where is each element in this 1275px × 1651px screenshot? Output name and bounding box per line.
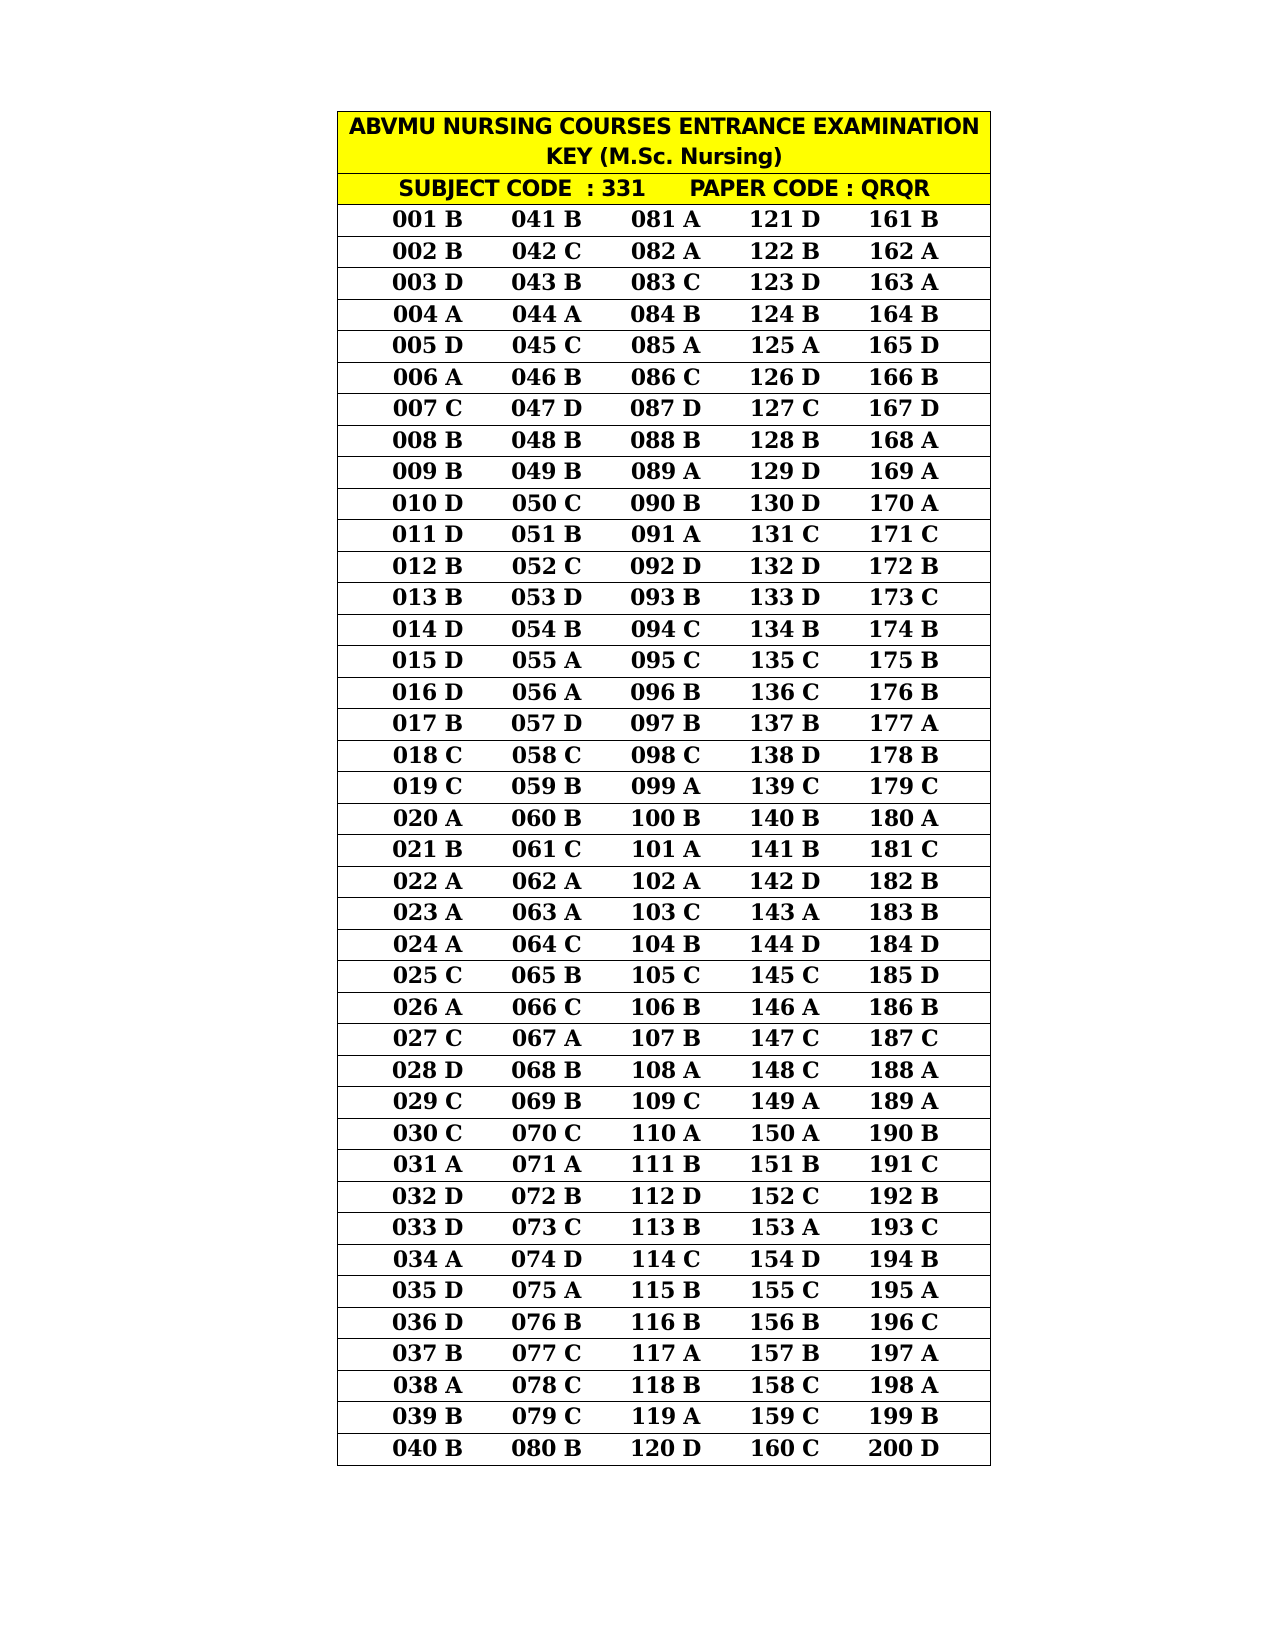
- answer-cell: 012 B: [392, 553, 463, 580]
- table-row: [338, 993, 990, 1025]
- answer-cell: 104 B: [630, 931, 701, 958]
- answer-cell: 088 B: [630, 427, 701, 454]
- answer-cell: 153 A: [749, 1215, 820, 1242]
- answer-cell: 009 B: [392, 459, 463, 486]
- answer-cell: 183 B: [868, 900, 939, 927]
- answer-cell: 197 A: [868, 1341, 939, 1368]
- answer-cell: 075 A: [511, 1278, 582, 1305]
- answer-cell: 090 B: [630, 490, 701, 517]
- answer-cell: 187 C: [868, 1026, 939, 1053]
- answer-cell: 094 C: [630, 616, 701, 643]
- table-row: [338, 583, 990, 615]
- answer-cell: 175 B: [868, 648, 939, 675]
- answer-cell: 050 C: [511, 490, 582, 517]
- answer-cell: 015 D: [391, 648, 464, 675]
- title-line-2: KEY (M.Sc. Nursing): [545, 144, 783, 170]
- answer-cell: 070 C: [511, 1120, 582, 1147]
- answer-cell: 129 D: [748, 459, 821, 486]
- answer-cell: 160 C: [749, 1436, 820, 1463]
- answer-cell: 192 B: [868, 1183, 939, 1210]
- answer-cell: 152 C: [749, 1183, 820, 1210]
- answer-cell: 158 C: [749, 1372, 820, 1399]
- answer-cell: 100 B: [630, 805, 701, 832]
- answer-cell: 136 C: [749, 679, 820, 706]
- table-row: [338, 1308, 990, 1340]
- table-row: [338, 709, 990, 741]
- answer-cell: 014 D: [391, 616, 464, 643]
- answer-cell: 137 B: [749, 711, 820, 738]
- answer-cell: 130 D: [748, 490, 821, 517]
- answer-cell: 165 D: [867, 333, 940, 360]
- answer-cell: 068 B: [511, 1057, 582, 1084]
- answer-cell: 155 C: [749, 1278, 820, 1305]
- table-row: [338, 898, 990, 930]
- table-row: [338, 457, 990, 489]
- answer-cell: 147 C: [749, 1026, 820, 1053]
- answer-cell: 148 C: [749, 1057, 820, 1084]
- answer-cell: 002 B: [392, 238, 463, 265]
- answer-cell: 098 C: [630, 742, 701, 769]
- answer-cell: 046 B: [511, 364, 582, 391]
- answer-cell: 145 C: [749, 963, 820, 990]
- answer-cell: 001 B: [392, 207, 463, 234]
- answer-cell: 190 B: [868, 1120, 939, 1147]
- answer-cell: 193 C: [868, 1215, 939, 1242]
- answer-cell: 182 B: [868, 868, 939, 895]
- answer-cell: 196 C: [868, 1309, 939, 1336]
- answer-cell: 027 C: [392, 1026, 463, 1053]
- answer-cell: 084 B: [630, 301, 701, 328]
- answer-cell: 154 D: [748, 1246, 821, 1273]
- table-row: [338, 615, 990, 647]
- answer-cell: 036 D: [391, 1309, 464, 1336]
- answer-cell: 010 D: [391, 490, 464, 517]
- answer-cell: 060 B: [511, 805, 582, 832]
- answer-cell: 066 C: [511, 994, 582, 1021]
- answer-cell: 115 B: [630, 1278, 701, 1305]
- answer-cell: 035 D: [391, 1278, 464, 1305]
- answer-cell: 143 A: [749, 900, 820, 927]
- answer-cell: 120 D: [629, 1436, 702, 1463]
- answer-cell: 162 A: [868, 238, 939, 265]
- answer-cell: 163 A: [868, 270, 939, 297]
- answer-cell: 107 B: [630, 1026, 701, 1053]
- table-row: [338, 520, 990, 552]
- answer-cell: 051 B: [511, 522, 582, 549]
- answer-cell: 003 D: [391, 270, 464, 297]
- answer-cell: 076 B: [511, 1309, 582, 1336]
- answer-cell: 077 C: [511, 1341, 582, 1368]
- answer-cell: 096 B: [630, 679, 701, 706]
- table-row: [338, 961, 990, 993]
- answer-cell: 073 C: [511, 1215, 582, 1242]
- answer-cell: 074 D: [510, 1246, 583, 1273]
- table-row: [338, 1087, 990, 1119]
- answer-cell: 029 C: [392, 1089, 463, 1116]
- answer-cell: 085 A: [630, 333, 701, 360]
- table-row: [338, 394, 990, 426]
- table-row: [338, 1119, 990, 1151]
- answer-cell: 174 B: [868, 616, 939, 643]
- answer-cell: 045 C: [511, 333, 582, 360]
- answer-cell: 157 B: [749, 1341, 820, 1368]
- answer-cell: 008 B: [392, 427, 463, 454]
- answer-cell: 195 A: [868, 1278, 939, 1305]
- answer-cell: 079 C: [511, 1404, 582, 1431]
- answer-cell: 171 C: [868, 522, 939, 549]
- answer-cell: 116 B: [630, 1309, 701, 1336]
- title-line-1: ABVMU NURSING COURSES ENTRANCE EXAMINATION: [348, 114, 980, 140]
- answer-cell: 170 A: [868, 490, 939, 517]
- answer-cell: 044 A: [511, 301, 582, 328]
- answer-cell: 005 D: [391, 333, 464, 360]
- answer-cell: 062 A: [511, 868, 582, 895]
- code-row: [338, 174, 990, 205]
- table-row: [338, 237, 990, 269]
- answer-cell: 133 D: [748, 585, 821, 612]
- answer-cell: 039 B: [392, 1404, 463, 1431]
- answer-cell: 058 C: [511, 742, 582, 769]
- answer-cell: 031 A: [392, 1152, 463, 1179]
- answer-cell: 028 D: [391, 1057, 464, 1084]
- answer-cell: 144 D: [748, 931, 821, 958]
- answer-cell: 128 B: [749, 427, 820, 454]
- table-row: [338, 426, 990, 458]
- answer-cell: 106 B: [630, 994, 701, 1021]
- table-row: [338, 1213, 990, 1245]
- answer-cell: 156 B: [749, 1309, 820, 1336]
- answer-cell: 172 B: [868, 553, 939, 580]
- answer-cell: 089 A: [630, 459, 701, 486]
- table-row: [338, 741, 990, 773]
- answer-cell: 113 B: [630, 1215, 701, 1242]
- answer-cell: 087 D: [629, 396, 702, 423]
- answer-cell: 180 A: [868, 805, 939, 832]
- table-row: [338, 772, 990, 804]
- answer-cell: 151 B: [749, 1152, 820, 1179]
- answer-cell: 013 B: [392, 585, 463, 612]
- answer-cell: 159 C: [749, 1404, 820, 1431]
- table-row: [338, 331, 990, 363]
- answer-cell: 169 A: [868, 459, 939, 486]
- answer-cell: 032 D: [391, 1183, 464, 1210]
- answer-cell: 161 B: [868, 207, 939, 234]
- table-row: [338, 646, 990, 678]
- answer-cell: 168 A: [868, 427, 939, 454]
- answer-cell: 080 B: [511, 1436, 582, 1463]
- answer-cell: 053 D: [510, 585, 583, 612]
- table-row: [338, 1182, 990, 1214]
- answer-cell: 041 B: [511, 207, 582, 234]
- answer-cell: 083 C: [630, 270, 701, 297]
- answer-cell: 056 A: [511, 679, 582, 706]
- answer-cell: 135 C: [749, 648, 820, 675]
- answer-cell: 140 B: [749, 805, 820, 832]
- answer-cell: 017 B: [392, 711, 463, 738]
- answer-cell: 048 B: [511, 427, 582, 454]
- answer-cell: 126 D: [748, 364, 821, 391]
- answer-cell: 095 C: [630, 648, 701, 675]
- answer-cell: 022 A: [392, 868, 463, 895]
- answer-cell: 111 B: [630, 1152, 701, 1179]
- answer-cell: 071 A: [511, 1152, 582, 1179]
- table-row: [338, 489, 990, 521]
- answer-cell: 091 A: [630, 522, 701, 549]
- answer-cell: 055 A: [511, 648, 582, 675]
- answer-cell: 061 C: [511, 837, 582, 864]
- answer-cell: 164 B: [868, 301, 939, 328]
- answer-cell: 188 A: [868, 1057, 939, 1084]
- answer-cell: 121 D: [748, 207, 821, 234]
- table-row: [338, 268, 990, 300]
- answer-cell: 150 A: [749, 1120, 820, 1147]
- answer-cell: 125 A: [749, 333, 820, 360]
- answer-cell: 123 D: [748, 270, 821, 297]
- answer-cell: 065 B: [511, 963, 582, 990]
- table-title: [338, 112, 990, 174]
- answer-cell: 112 D: [629, 1183, 702, 1210]
- answer-key-table: [337, 111, 991, 1466]
- answer-cell: 040 B: [392, 1436, 463, 1463]
- answer-cell: 105 C: [630, 963, 701, 990]
- answer-cell: 134 B: [749, 616, 820, 643]
- answer-cell: 198 A: [868, 1372, 939, 1399]
- answer-cell: 122 B: [749, 238, 820, 265]
- answer-cell: 109 C: [630, 1089, 701, 1116]
- answer-cell: 018 C: [392, 742, 463, 769]
- answer-cell: 042 C: [511, 238, 582, 265]
- answer-cell: 108 A: [630, 1057, 701, 1084]
- answer-rows: [338, 205, 990, 1465]
- table-row: [338, 363, 990, 395]
- answer-cell: 038 A: [392, 1372, 463, 1399]
- table-row: [338, 1371, 990, 1403]
- answer-cell: 072 B: [511, 1183, 582, 1210]
- table-row: [338, 1024, 990, 1056]
- answer-cell: 189 A: [868, 1089, 939, 1116]
- answer-cell: 026 A: [392, 994, 463, 1021]
- answer-cell: 059 B: [511, 774, 582, 801]
- answer-cell: 119 A: [630, 1404, 701, 1431]
- table-row: [338, 1276, 990, 1308]
- answer-cell: 110 A: [630, 1120, 701, 1147]
- answer-cell: 117 A: [630, 1341, 701, 1368]
- table-row: [338, 1434, 990, 1466]
- table-row: [338, 1245, 990, 1277]
- answer-cell: 184 D: [867, 931, 940, 958]
- answer-cell: 186 B: [868, 994, 939, 1021]
- answer-cell: 138 D: [748, 742, 821, 769]
- table-row: [338, 1150, 990, 1182]
- answer-cell: 101 A: [630, 837, 701, 864]
- answer-cell: 177 A: [868, 711, 939, 738]
- answer-cell: 118 B: [630, 1372, 701, 1399]
- answer-cell: 181 C: [868, 837, 939, 864]
- answer-cell: 020 A: [392, 805, 463, 832]
- answer-cell: 030 C: [392, 1120, 463, 1147]
- answer-cell: 099 A: [630, 774, 701, 801]
- answer-cell: 173 C: [868, 585, 939, 612]
- answer-cell: 103 C: [630, 900, 701, 927]
- answer-cell: 176 B: [868, 679, 939, 706]
- answer-cell: 142 D: [748, 868, 821, 895]
- table-row: [338, 1056, 990, 1088]
- answer-cell: 191 C: [868, 1152, 939, 1179]
- answer-cell: 146 A: [749, 994, 820, 1021]
- answer-cell: 132 D: [748, 553, 821, 580]
- answer-cell: 047 D: [510, 396, 583, 423]
- subject-code: SUBJECT CODE : 331: [398, 176, 646, 202]
- answer-cell: 019 C: [392, 774, 463, 801]
- table-row: [338, 1402, 990, 1434]
- answer-cell: 082 A: [630, 238, 701, 265]
- answer-cell: 069 B: [511, 1089, 582, 1116]
- paper-code: PAPER CODE : QRQR: [689, 176, 930, 202]
- answer-cell: 043 B: [511, 270, 582, 297]
- answer-cell: 034 A: [392, 1246, 463, 1273]
- answer-cell: 200 D: [867, 1436, 940, 1463]
- answer-cell: 021 B: [392, 837, 463, 864]
- answer-cell: 167 D: [867, 396, 940, 423]
- answer-cell: 179 C: [868, 774, 939, 801]
- answer-cell: 052 C: [511, 553, 582, 580]
- answer-cell: 178 B: [868, 742, 939, 769]
- answer-cell: 102 A: [630, 868, 701, 895]
- answer-cell: 067 A: [511, 1026, 582, 1053]
- answer-cell: 166 B: [868, 364, 939, 391]
- answer-cell: 092 D: [629, 553, 702, 580]
- table-row: [338, 930, 990, 962]
- answer-cell: 194 B: [868, 1246, 939, 1273]
- answer-cell: 141 B: [749, 837, 820, 864]
- answer-cell: 097 B: [630, 711, 701, 738]
- answer-cell: 011 D: [391, 522, 464, 549]
- table-row: [338, 835, 990, 867]
- answer-cell: 004 A: [392, 301, 463, 328]
- table-row: [338, 804, 990, 836]
- answer-cell: 149 A: [749, 1089, 820, 1116]
- answer-cell: 139 C: [749, 774, 820, 801]
- answer-cell: 063 A: [511, 900, 582, 927]
- answer-cell: 007 C: [392, 396, 463, 423]
- table-row: [338, 205, 990, 237]
- answer-cell: 114 C: [630, 1246, 701, 1273]
- table-row: [338, 678, 990, 710]
- answer-cell: 057 D: [510, 711, 583, 738]
- answer-cell: 078 C: [511, 1372, 582, 1399]
- answer-cell: 023 A: [392, 900, 463, 927]
- answer-cell: 086 C: [630, 364, 701, 391]
- answer-cell: 081 A: [630, 207, 701, 234]
- table-row: [338, 1339, 990, 1371]
- answer-cell: 054 B: [511, 616, 582, 643]
- answer-cell: 093 B: [630, 585, 701, 612]
- answer-cell: 185 D: [867, 963, 940, 990]
- answer-cell: 025 C: [392, 963, 463, 990]
- answer-cell: 064 C: [511, 931, 582, 958]
- answer-cell: 124 B: [749, 301, 820, 328]
- answer-cell: 024 A: [392, 931, 463, 958]
- answer-cell: 049 B: [511, 459, 582, 486]
- table-row: [338, 552, 990, 584]
- answer-cell: 033 D: [391, 1215, 464, 1242]
- answer-cell: 006 A: [392, 364, 463, 391]
- table-row: [338, 867, 990, 899]
- answer-cell: 037 B: [392, 1341, 463, 1368]
- answer-cell: 131 C: [749, 522, 820, 549]
- table-row: [338, 300, 990, 332]
- answer-cell: 199 B: [868, 1404, 939, 1431]
- answer-cell: 016 D: [391, 679, 464, 706]
- answer-cell: 127 C: [749, 396, 820, 423]
